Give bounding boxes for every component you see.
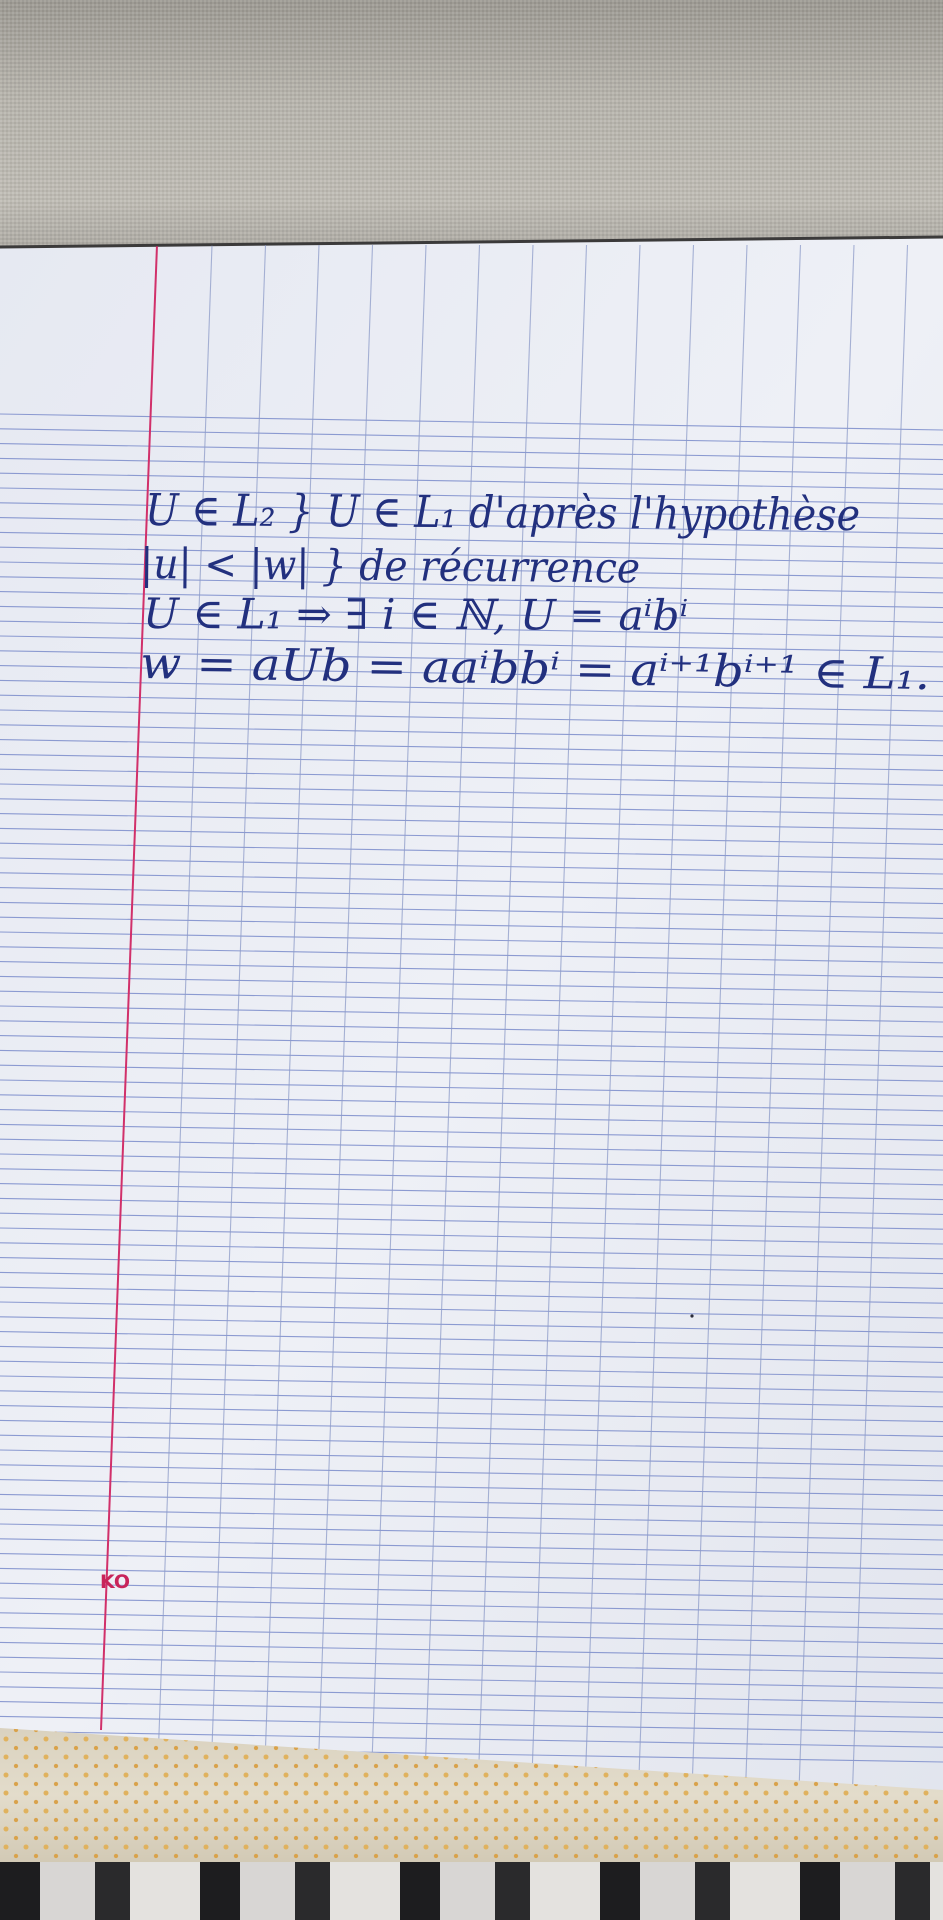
brand-logo-text: KO [100, 1571, 131, 1593]
brand-logo [100, 1570, 140, 1594]
note-line-2: |u| < |w| } de récurrence [139, 539, 677, 593]
note-line-4: w = aUb = aaⁱbbⁱ = aⁱ⁺¹bⁱ⁺¹ ∈ L₁. [139, 638, 866, 700]
ink-dot [690, 1314, 693, 1317]
note-line-3: U ∈ L₁ ⇒ ∃ i ∈ ℕ, U = aⁱbⁱ [142, 589, 682, 640]
note-line-1: U ∈ L₂ } U ∈ L₁ d'après l'hypothèse [144, 485, 938, 542]
